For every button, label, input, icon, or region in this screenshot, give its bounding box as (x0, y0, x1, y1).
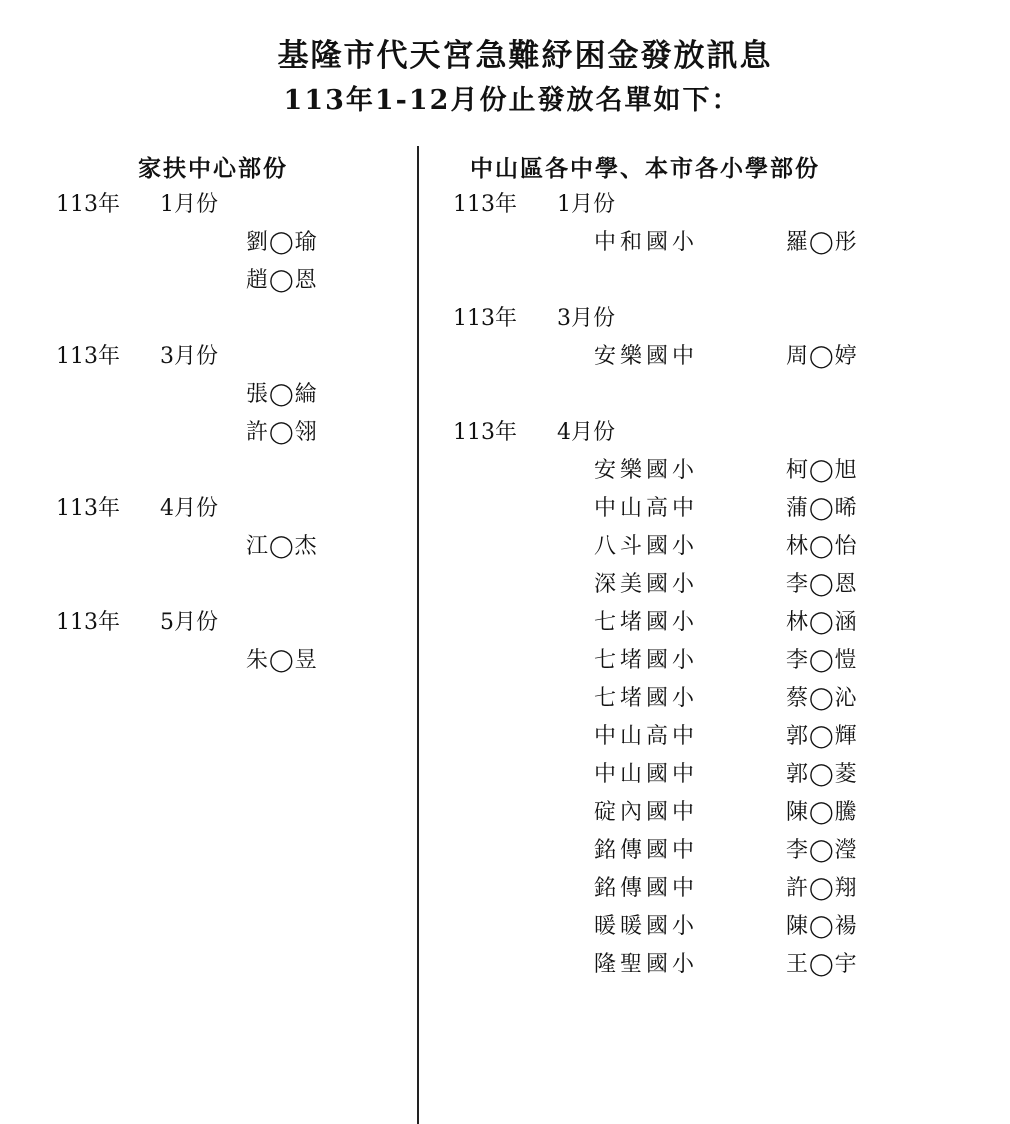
recipient-name: 林◯涵 (786, 610, 858, 635)
left-column-heading: 家扶中心部份 (138, 155, 288, 182)
recipient-name: 劉◯瑜 (246, 230, 318, 255)
school-name: 隆聖國小 (594, 952, 699, 977)
year-label: 113年 (453, 306, 517, 331)
recipient-name: 蒲◯晞 (786, 496, 858, 521)
school-name: 安樂國小 (594, 458, 699, 483)
recipient-name: 陳◯禓 (786, 914, 858, 939)
school-name: 碇內國中 (594, 800, 699, 825)
recipient-name: 許◯翔 (786, 876, 858, 901)
year-label: 113年 (56, 344, 120, 369)
recipient-name: 許◯翎 (246, 420, 318, 445)
school-name: 銘傳國中 (594, 838, 699, 863)
school-name: 八斗國小 (594, 534, 699, 559)
recipient-name: 李◯瀅 (786, 838, 858, 863)
year-label: 113年 (453, 192, 517, 217)
recipient-name: 郭◯輝 (786, 724, 858, 749)
school-name: 中山高中 (594, 496, 699, 521)
month-label: 4月份 (160, 496, 218, 521)
school-name: 七堵國小 (594, 648, 699, 673)
recipient-name: 林◯怡 (786, 534, 858, 559)
year-label: 113年 (56, 192, 120, 217)
school-name: 銘傳國中 (594, 876, 699, 901)
year-label: 113年 (56, 496, 120, 521)
school-name: 中和國小 (594, 230, 699, 255)
recipient-name: 王◯宇 (786, 952, 858, 977)
school-name: 安樂國中 (594, 344, 699, 369)
recipient-name: 蔡◯沁 (786, 686, 858, 711)
recipient-name: 柯◯旭 (786, 458, 858, 483)
month-label: 1月份 (160, 192, 218, 217)
month-label: 4月份 (557, 420, 615, 445)
recipient-name: 陳◯騰 (786, 800, 858, 825)
recipient-name: 朱◯昱 (246, 648, 318, 673)
month-label: 3月份 (160, 344, 218, 369)
school-name: 七堵國小 (594, 686, 699, 711)
month-label: 3月份 (557, 306, 615, 331)
school-name: 中山國中 (594, 762, 699, 787)
school-name: 七堵國小 (594, 610, 699, 635)
recipient-name: 周◯婷 (786, 344, 858, 369)
recipient-name: 郭◯菱 (786, 762, 858, 787)
recipient-name: 江◯杰 (246, 534, 318, 559)
recipient-name: 趙◯恩 (246, 268, 318, 293)
recipient-name: 李◯恩 (786, 572, 858, 597)
month-label: 1月份 (557, 192, 615, 217)
page-subtitle: 113年1-12月份止發放名單如下： (283, 85, 741, 116)
school-name: 深美國小 (594, 572, 699, 597)
page-title: 基隆市代天宮急難紓困金發放訊息 (277, 38, 773, 74)
year-label: 113年 (56, 610, 120, 635)
recipient-name: 李◯愷 (786, 648, 858, 673)
right-column-heading: 中山區各中學、本市各小學部份 (470, 155, 820, 182)
school-name: 中山高中 (594, 724, 699, 749)
recipient-name: 羅◯彤 (786, 230, 858, 255)
column-divider (417, 146, 419, 1124)
month-label: 5月份 (160, 610, 218, 635)
school-name: 暖暖國小 (594, 914, 699, 939)
recipient-name: 張◯綸 (246, 382, 318, 407)
year-label: 113年 (453, 420, 517, 445)
